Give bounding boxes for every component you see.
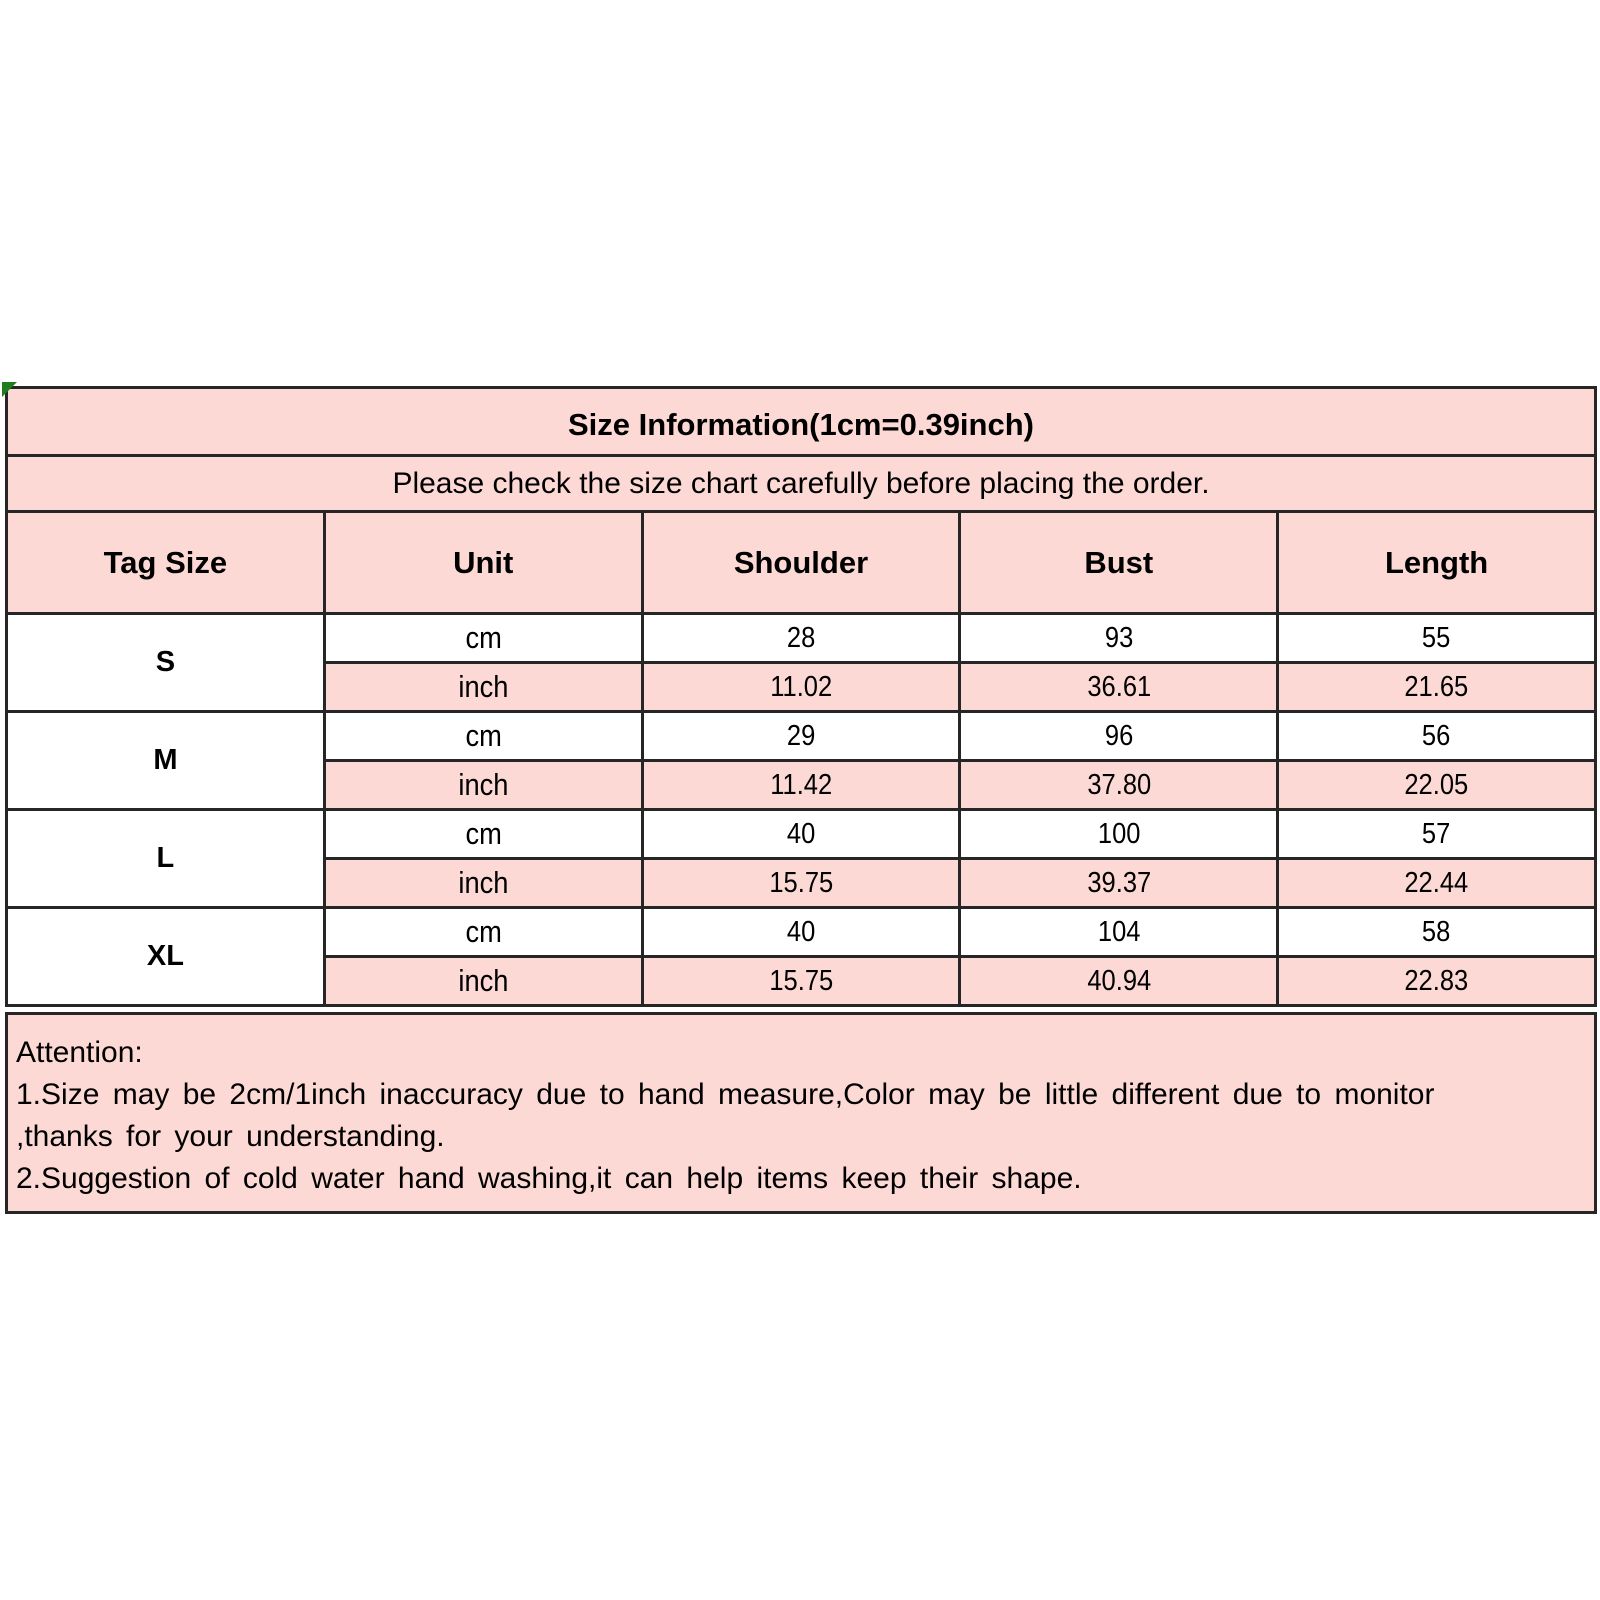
table-row-m-cm bbox=[7, 712, 1596, 761]
shoulder-value-cell bbox=[642, 957, 960, 1006]
length-value-cell bbox=[1278, 663, 1596, 712]
title-row bbox=[7, 388, 1596, 456]
shoulder-value-cell bbox=[642, 761, 960, 810]
value: 37.80 bbox=[1086, 768, 1151, 801]
table-title: Size Information(1cm=0.39inch) bbox=[7, 388, 1596, 456]
column-header-length: Length bbox=[1278, 512, 1596, 614]
value: 22.44 bbox=[1404, 866, 1469, 899]
subtitle-row bbox=[7, 456, 1596, 512]
shoulder-value-cell bbox=[642, 663, 960, 712]
value: 15.75 bbox=[769, 866, 833, 899]
length-value-cell bbox=[1278, 859, 1596, 908]
bust-value-cell bbox=[960, 712, 1278, 761]
unit-cell bbox=[324, 810, 642, 859]
column-header-unit: Unit bbox=[324, 512, 642, 614]
bust-value-cell bbox=[960, 908, 1278, 957]
size-chart-sheet bbox=[5, 386, 1597, 1214]
bust-value-cell bbox=[960, 663, 1278, 712]
column-header-shoulder: Shoulder bbox=[642, 512, 960, 614]
bust-value-cell bbox=[960, 614, 1278, 663]
value: 57 bbox=[1422, 817, 1451, 850]
value: 56 bbox=[1422, 719, 1451, 752]
green-corner-icon bbox=[2, 382, 17, 397]
bust-value-cell bbox=[960, 859, 1278, 908]
value: 104 bbox=[1097, 915, 1141, 948]
attention-line-1: 1.Size may be 2cm/1inch inaccuracy due to hand measure,Color may be little different due to monitor bbox=[16, 1078, 1435, 1111]
unit-label: cm bbox=[465, 914, 502, 949]
length-value-cell bbox=[1278, 810, 1596, 859]
tag-size-l: L bbox=[7, 810, 325, 908]
value: 40 bbox=[786, 915, 816, 948]
tag-size-s: S bbox=[7, 614, 325, 712]
table-row-s-cm bbox=[7, 614, 1596, 663]
size-chart-table bbox=[5, 386, 1597, 1007]
table-row-l-cm bbox=[7, 810, 1596, 859]
value: 36.61 bbox=[1086, 670, 1151, 703]
unit-label: cm bbox=[465, 620, 502, 655]
column-header-tag-size: Tag Size bbox=[7, 512, 325, 614]
value: 40 bbox=[786, 817, 816, 850]
unit-label: cm bbox=[465, 816, 502, 851]
unit-cell bbox=[324, 614, 642, 663]
length-value-cell bbox=[1278, 957, 1596, 1006]
attention-line-3: 2.Suggestion of cold water hand washing,it can help items keep their shape. bbox=[16, 1162, 1082, 1195]
bust-value-cell bbox=[960, 957, 1278, 1006]
shoulder-value-cell bbox=[642, 908, 960, 957]
length-value-cell bbox=[1278, 712, 1596, 761]
value: 22.05 bbox=[1404, 768, 1469, 801]
length-value-cell bbox=[1278, 614, 1596, 663]
shoulder-value-cell bbox=[642, 614, 960, 663]
value: 39.37 bbox=[1086, 866, 1151, 899]
value: 96 bbox=[1104, 719, 1133, 752]
unit-cell bbox=[324, 957, 642, 1006]
unit-cell bbox=[324, 712, 642, 761]
unit-label: cm bbox=[465, 718, 502, 753]
value: 29 bbox=[786, 719, 816, 752]
column-header-bust: Bust bbox=[960, 512, 1278, 614]
bust-value-cell bbox=[960, 761, 1278, 810]
value: 100 bbox=[1097, 817, 1141, 850]
value: 15.75 bbox=[769, 964, 833, 997]
length-value-cell bbox=[1278, 908, 1596, 957]
attention-line-2: ,thanks for your understanding. bbox=[16, 1120, 445, 1153]
unit-label: inch bbox=[458, 669, 509, 704]
unit-cell bbox=[324, 859, 642, 908]
table-subtitle: Please check the size chart carefully before placing the order. bbox=[7, 456, 1596, 512]
unit-label: inch bbox=[458, 865, 509, 900]
unit-cell bbox=[324, 761, 642, 810]
length-value-cell bbox=[1278, 761, 1596, 810]
value: 58 bbox=[1422, 915, 1451, 948]
bust-value-cell bbox=[960, 810, 1278, 859]
value: 11.42 bbox=[770, 768, 832, 801]
table-row-xl-cm bbox=[7, 908, 1596, 957]
value: 11.02 bbox=[770, 670, 832, 703]
unit-cell bbox=[324, 908, 642, 957]
value: 28 bbox=[786, 621, 816, 654]
shoulder-value-cell bbox=[642, 810, 960, 859]
shoulder-value-cell bbox=[642, 859, 960, 908]
value: 22.83 bbox=[1404, 964, 1469, 997]
value: 55 bbox=[1422, 621, 1451, 654]
unit-label: inch bbox=[458, 963, 509, 998]
value: 40.94 bbox=[1086, 964, 1151, 997]
attention-note bbox=[5, 1012, 1597, 1214]
value: 21.65 bbox=[1404, 670, 1469, 703]
shoulder-value-cell bbox=[642, 712, 960, 761]
unit-cell bbox=[324, 663, 642, 712]
unit-label: inch bbox=[458, 767, 509, 802]
attention-heading: Attention: bbox=[16, 1036, 143, 1069]
tag-size-xl: XL bbox=[7, 908, 325, 1006]
column-header-row bbox=[7, 512, 1596, 614]
tag-size-m: M bbox=[7, 712, 325, 810]
value: 93 bbox=[1104, 621, 1133, 654]
